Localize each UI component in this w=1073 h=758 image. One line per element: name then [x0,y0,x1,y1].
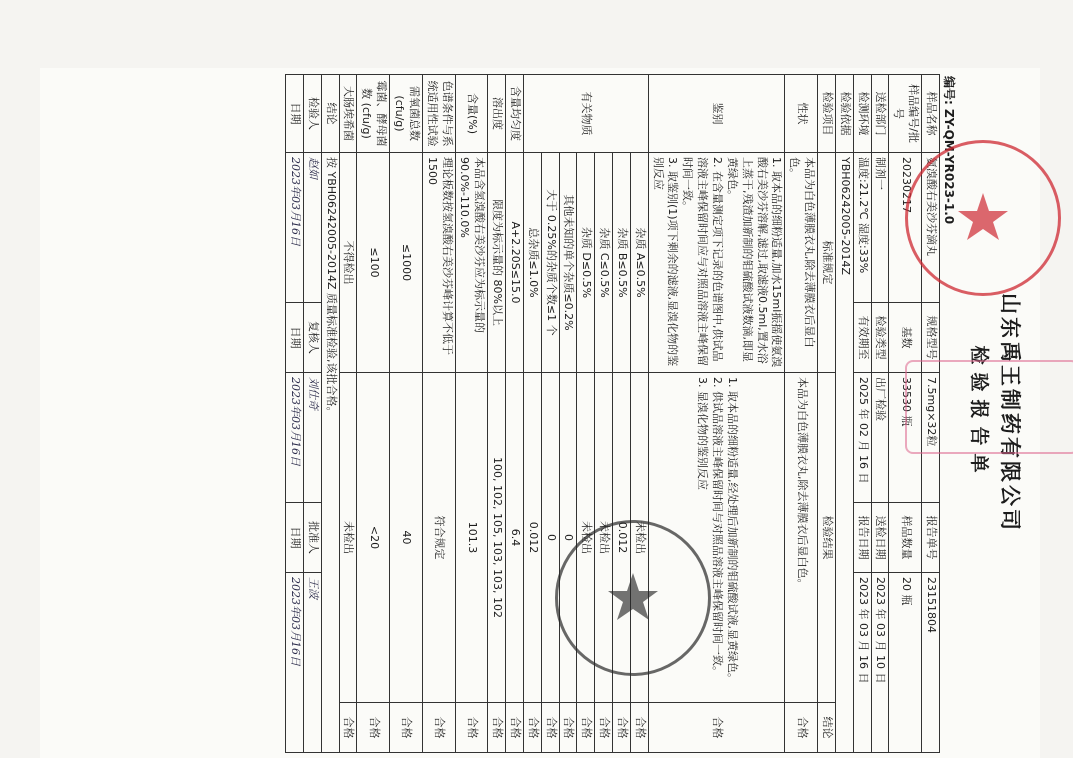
standard-system-suitability: 理论板数按氢溴酸右美沙芬峰计算不低于1500 [422,153,455,373]
item-conclusion: 结论 [321,75,339,153]
signature-reviewer: 刘仕奇 [303,373,321,503]
result-assay: 101.3 [455,373,488,703]
signature-approver: 王波 [303,573,321,753]
column-header-row [818,75,836,753]
header-row [871,75,889,753]
header-row [853,75,871,753]
value-batch: 20230217 [889,153,922,303]
row-identification [648,75,785,753]
result-mold-yeast: <20 [357,373,390,703]
result-identification-2: 2. 供试品溶液主峰保留时间与对照品溶液主峰保留时间一致。 [711,377,725,677]
item-related-substances: 有关物质 [523,75,648,153]
row-impurity [613,75,631,753]
item-e-coli: 大肠埃希菌 [339,75,357,153]
standard-impurity: 杂质 C≤0.5% [595,153,613,373]
conclusion-text: 按 YBH06242005-2014Z 质量标准检验,该批合格。 [321,153,339,753]
label-reviewer: 复核人 [303,303,321,373]
row-impurity [541,75,559,753]
row-assay [455,75,488,753]
row-aerobic-count [390,75,423,753]
conclusion-impurity: 合格 [613,703,631,753]
row-dissolution [488,75,506,753]
date-reviewer: 2023年03月16日 [286,373,304,503]
label-date-1: 日期 [286,75,304,153]
result-impurity: 未检出 [577,373,595,703]
conclusion-content-uniformity: 合格 [506,703,524,753]
date-approver: 2023年03月16日 [286,573,304,753]
conclusion-impurity: 合格 [541,703,559,753]
value-report-date: 2023 年 03 月 16 日 [853,573,871,753]
row-impurity [523,75,541,753]
value-sample-name: 氨溴酸右美沙芬滴丸 [922,153,940,303]
date-inspector: 2023年03月16日 [286,153,304,303]
row-appearance [785,75,818,753]
header-row [922,75,940,753]
standard-assay: 本品含氢溴酸右美沙芬应为标示量的90.0%-110.0% [455,153,488,373]
value-spec: 7.5mg×32粒 [922,373,940,503]
report-title: 检验报告单 [968,345,990,481]
row-content-uniformity [506,75,524,753]
row-impurity [595,75,613,753]
value-report-no: 23151804 [922,573,940,753]
standard-mold-yeast: ≤100 [357,153,390,373]
signature-inspector: 赵如 [303,153,321,303]
label-expiry: 有效期至 [853,303,871,373]
standard-dissolution: 限度为标示量的 80%以上 [488,153,506,373]
result-content-uniformity: 6.4 [506,373,524,703]
label-test-type: 检验类型 [871,303,889,373]
value-basis: YBH06242005-2014Z [835,153,853,753]
label-environment: 检测环境 [853,75,871,153]
row-impurity [630,75,648,753]
row-e-coli [339,75,357,753]
conclusion-mold-yeast: 合格 [357,703,390,753]
label-date-2: 日期 [286,303,304,373]
item-system-suitability: 色谱条件与系统适用性试验 [422,75,455,153]
standard-identification [648,153,785,373]
conclusion-system-suitability: 合格 [422,703,455,753]
row-conclusion [321,75,339,753]
row-dates [286,75,304,753]
standard-aerobic-count: ≤1000 [390,153,423,373]
label-date-3: 日期 [286,503,304,573]
standard-impurity: 总杂质≤1.0% [523,153,541,373]
header-row [835,75,853,753]
standard-impurity: 杂质 A≤0.5% [630,153,648,373]
conclusion-impurity: 合格 [595,703,613,753]
standard-e-coli: 不得检出 [339,153,357,373]
item-dissolution: 溶出度 [488,75,506,153]
conclusion-assay: 合格 [455,703,488,753]
label-approver: 批准人 [303,503,321,573]
label-report-no: 报告单号 [922,503,940,573]
result-system-suitability: 符合规定 [422,373,455,703]
result-identification-1: 1. 取本品的细粉适量,经处理后加新制的钼硫酸试液,显黄绿色。 [725,377,739,684]
col-header-result: 检验结果 [818,373,836,703]
result-impurity: 0 [559,373,577,703]
row-mold-yeast [357,75,390,753]
header-row [889,75,922,753]
company-name: 山东禹王制药有限公司 [998,293,1022,533]
report-sheet [40,68,1040,758]
result-impurity: 0.012 [613,373,631,703]
result-impurity: 0 [541,373,559,703]
label-basis: 检验依据 [835,75,853,153]
item-appearance: 性状 [785,75,818,153]
conclusion-dissolution: 合格 [488,703,506,753]
result-e-coli: 未检出 [339,373,357,703]
label-dept: 送检部门 [871,75,889,153]
label-batch: 样品编号/批号 [889,75,922,153]
label-submit-date: 送检日期 [871,503,889,573]
conclusion-impurity: 合格 [630,703,648,753]
standard-impurity: 杂质 D≤0.5% [577,153,595,373]
value-expiry: 2025 年 02 月 16 日 [853,373,871,503]
value-dept: 制剂一 [871,153,889,303]
row-impurity [559,75,577,753]
row-signatures [303,75,321,753]
col-header-conclusion: 结论 [818,703,836,753]
result-appearance: 本品为白色薄膜衣丸,除去薄膜衣后显白色。 [785,373,818,703]
result-impurity: 未检出 [595,373,613,703]
label-inspector: 检验人 [303,75,321,153]
report-table [285,74,940,753]
standard-impurity: 杂质 B≤0.5% [613,153,631,373]
label-sample-qty: 样品数量 [889,503,922,573]
conclusion-aerobic-count: 合格 [390,703,423,753]
value-sample-qty: 20 瓶 [889,573,922,753]
value-environment: 温度:21.2℃ 湿度:33% [853,153,871,303]
label-spec: 规格型号 [922,303,940,373]
value-base-count: 33530 瓶 [889,373,922,503]
result-identification-3: 3. 显溴化物的鉴别反应 [696,377,710,490]
label-base-count: 基数 [889,303,922,373]
result-dissolution: 100, 102, 105, 103, 103, 102 [488,373,506,703]
item-content-uniformity: 含量均匀度 [506,75,524,153]
conclusion-impurity: 合格 [523,703,541,753]
standard-identification-2: 2. 在含量测定项下记录的色谱图中,供试品溶液主峰保留时间应与对照品溶液主峰保留时间一致。 [681,157,725,366]
document-code: 编号: ZY-QM-YR023-1.0 [942,76,956,225]
standard-appearance: 本品为白色薄膜衣丸,除去薄膜衣后显白色。 [785,153,818,373]
col-header-item: 检验项目 [818,75,836,153]
conclusion-e-coli: 合格 [339,703,357,753]
item-identification: 鉴别 [648,75,785,153]
conclusion-impurity: 合格 [577,703,595,753]
result-identification [648,373,785,703]
item-mold-yeast: 霉菌、酵母菌数 (cfu/g) [357,75,390,153]
result-aerobic-count: 40 [390,373,423,703]
label-report-date: 报告日期 [853,503,871,573]
label-sample-name: 样品名称 [922,75,940,153]
row-system-suitability [422,75,455,753]
conclusion-appearance: 合格 [785,703,818,753]
standard-impurity: 大于 0.25%的杂质个数≤1 个 [541,153,559,373]
item-assay: 含量(%) [455,75,488,153]
value-submit-date: 2023 年 03 月 10 日 [871,573,889,753]
standard-identification-3: 3. 取鉴别(1)项下剩余的滤液,显溴化物的鉴别反应 [651,157,680,367]
conclusion-identification: 合格 [648,703,785,753]
standard-impurity: 其他未知的单个杂质≤0.2% [559,153,577,373]
result-impurity: 未检出 [630,373,648,703]
result-impurity: 0.012 [523,373,541,703]
item-aerobic-count: 需氧菌总数 (cfu/g) [390,75,423,153]
col-header-standard: 标准规定 [818,153,836,373]
standard-identification-1: 1. 取本品的细粉适量,加水15ml振摇使氨溴酸右美沙芬溶解,滤过,取滤液0.5ml,置水浴上蒸干,残渣加新制的钼硫酸试液数滴,即显黄绿色。 [725,157,784,368]
conclusion-impurity: 合格 [559,703,577,753]
row-impurity [577,75,595,753]
standard-content-uniformity: A+2.20S≤15.0 [506,153,524,373]
value-test-type: 出厂检验 [871,373,889,503]
